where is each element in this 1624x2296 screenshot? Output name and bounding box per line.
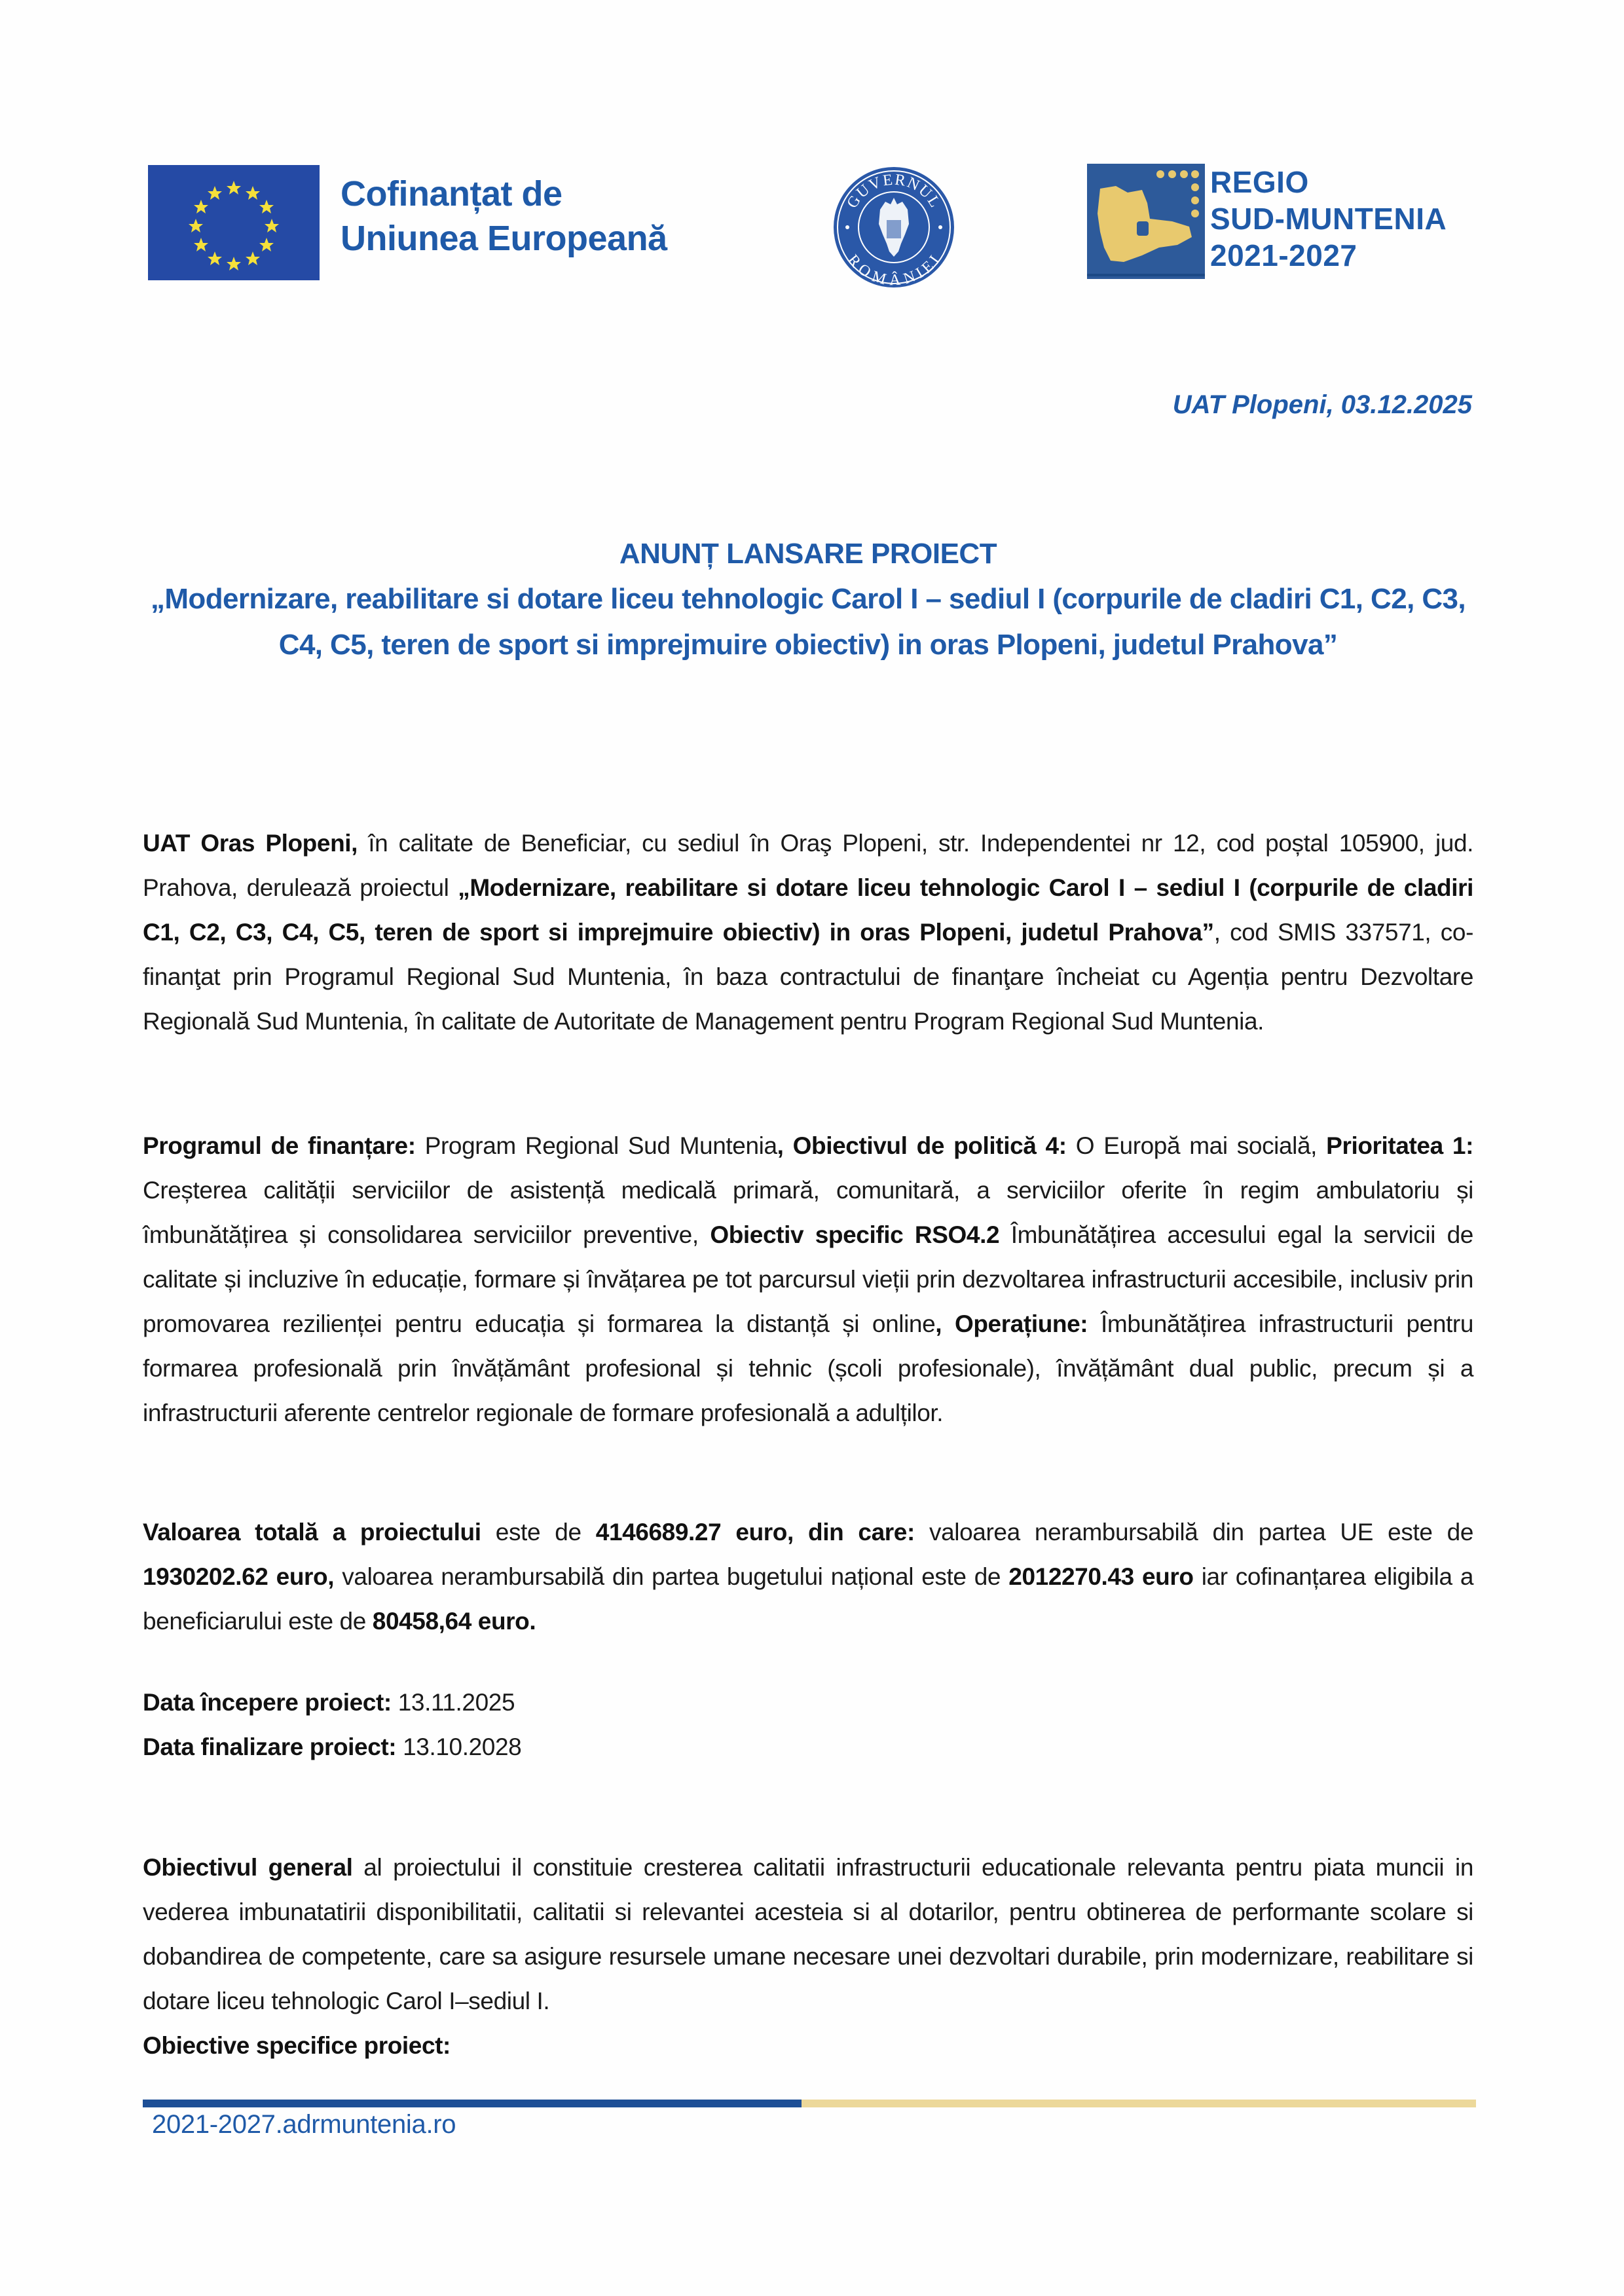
end-date-row bbox=[143, 1725, 1473, 1769]
beneficiary-name: UAT Oras Plopeni, bbox=[143, 830, 358, 857]
priority-value: Creșterea calității serviciilor de asistență medicală primară, comunitară, a serviciilor oferite în regim ambulatoriu și îmbunătățirea și consolidarea serviciilor preventive, bbox=[143, 1177, 1473, 1248]
eu-text-line1: Cofinanțat de bbox=[341, 174, 563, 213]
eu-cofinancing-label bbox=[341, 172, 667, 261]
regio-sud-muntenia-map-icon bbox=[1087, 164, 1205, 279]
beneficiary-text-b: , cod SMIS 337571, co-finanţat prin Programul Regional Sud Muntenia, în baza contractului de finanţare încheiat cu Agenția pentru Dezvoltare Regională Sud Muntenia, în calitate de Autoritate de Management pentru Program Regional Sud Muntenia. bbox=[143, 919, 1474, 1035]
total-value-label: Valoarea totală a proiectului bbox=[143, 1519, 481, 1546]
general-objective-text bbox=[143, 1845, 1473, 2024]
end-date-value: 13.10.2028 bbox=[396, 1733, 522, 1760]
cofinancing-value: 80458,64 euro. bbox=[372, 1608, 536, 1635]
announcement-heading: ANUNȚ LANSARE PROIECT bbox=[619, 538, 997, 570]
regio-text-line1: REGIO bbox=[1210, 165, 1309, 199]
footer-website-link[interactable]: 2021-2027.adrmuntenia.ro bbox=[152, 2110, 456, 2139]
svg-text:GUVERNUL: GUVERNUL bbox=[843, 171, 944, 212]
specific-objective-label: Obiectiv specific RSO4.2 bbox=[710, 1221, 1000, 1248]
general-objective-label: Obiectivul general bbox=[143, 1854, 353, 1881]
announcement-title-block bbox=[143, 532, 1473, 668]
beneficiary-paragraph bbox=[143, 821, 1473, 1044]
value-text-a: este de bbox=[481, 1519, 596, 1546]
policy-objective-value: O Europă mai socială, bbox=[1066, 1132, 1327, 1159]
eu-flag-icon bbox=[148, 165, 320, 280]
project-name-inline: „Modernizare, reabilitare si dotare liceu tehnologic Carol I – sediul I (corpurile de cladiri C1, C2, C3, C4, C5, teren de sport si imprejmuire obiectiv) in oras Plopeni, judetul Prahova” bbox=[143, 874, 1473, 946]
specific-objectives-heading-row bbox=[143, 2024, 1473, 2068]
beneficiary-text-a: în calitate de Beneficiar, cu sediul în Oraş Plopeni, str. Independentei nr 12, cod poștal 105900, jud. Prahova, derulează proiectul bbox=[143, 830, 1473, 901]
project-name-title: „Modernizare, reabilitare si dotare liceu tehnologic Carol I – sediul I (corpurile de cladiri C1, C2, C3, C4, C5, teren de sport si imprejmuire obiectiv) in oras Plopeni, judetul Prahova” bbox=[150, 583, 1466, 661]
specific-objectives-heading: Obiective specifice proiect: bbox=[143, 2032, 451, 2059]
value-text-d: iar cofinanțarea eligibila a beneficiarului este de bbox=[143, 1563, 1474, 1635]
financing-program-paragraph bbox=[143, 1124, 1473, 1435]
operation-value: Îmbunătățirea infrastructurii pentru formarea profesională prin învățământ profesional și tehnic (școli profesionale), învățământ dual public, precum și a infrastructurii aferente centrelor regionale de formare profesională a adulților. bbox=[143, 1310, 1473, 1426]
program-value: Program Regional Sud Muntenia bbox=[415, 1132, 777, 1159]
priority-label: Prioritatea 1: bbox=[1326, 1132, 1473, 1159]
operation-label: , Operațiune: bbox=[935, 1310, 1088, 1337]
project-value-paragraph bbox=[143, 1510, 1473, 1644]
general-objective-value: al proiectului il constituie cresterea calitatii infrastructurii educationale relevanta pentru piata muncii in vederea imbunatatirii disponibilitatii, calitatii si relevantei acesteia si al dotarilor, pentru obtinerea de performante scolare si dobandirea de competente, care sa asigure resursele umane necesare unei dezvoltari durabile, prin modernizare, reabilitare si dotare liceu tehnologic Carol I–sediul I. bbox=[143, 1854, 1473, 2014]
regio-text-line3: 2021-2027 bbox=[1210, 238, 1357, 272]
policy-objective-label: , Obiectivul de politică 4: bbox=[777, 1132, 1067, 1159]
national-value: 2012270.43 euro bbox=[1008, 1563, 1194, 1590]
footer-bar-gold bbox=[802, 2100, 1476, 2107]
start-date-value: 13.11.2025 bbox=[391, 1689, 515, 1716]
value-text-c: valoarea nerambursabilă din partea bugetului național este de bbox=[334, 1563, 1009, 1590]
footer-divider bbox=[143, 2100, 1476, 2107]
program-label: Programul de finanțare: bbox=[143, 1132, 416, 1159]
project-dates bbox=[143, 1680, 1473, 1769]
eu-text-line2: Uniunea Europeană bbox=[341, 219, 667, 258]
eu-value: 1930202.62 euro, bbox=[143, 1563, 335, 1590]
start-date-label: Data începere proiect: bbox=[143, 1689, 392, 1716]
start-date-row bbox=[143, 1680, 1473, 1725]
guvernul-romaniei-seal-icon bbox=[830, 164, 957, 291]
specific-objective-value: Îmbunătățirea accesului egal la servicii de calitate și incluzive în educație, formare și învățarea pe tot parcursul vieții prin dezvoltarea infrastructurii accesibile, inclusiv prin promovarea rezilienței pentru educația și formarea la distanță și online bbox=[143, 1221, 1473, 1337]
total-value: 4146689.27 euro, din care: bbox=[595, 1519, 915, 1546]
regio-text-line2: SUD-MUNTENIA bbox=[1210, 202, 1447, 236]
regio-program-label bbox=[1210, 164, 1447, 274]
general-objective-paragraph bbox=[143, 1845, 1473, 2068]
document-date: UAT Plopeni, 03.12.2025 bbox=[1172, 390, 1472, 419]
value-text-b: valoarea nerambursabilă din partea UE este de bbox=[914, 1519, 1474, 1546]
footer-bar-blue bbox=[143, 2100, 802, 2107]
end-date-label: Data finalizare proiect: bbox=[143, 1733, 397, 1760]
svg-text:ROMÂNIEI: ROMÂNIEI bbox=[843, 251, 944, 289]
